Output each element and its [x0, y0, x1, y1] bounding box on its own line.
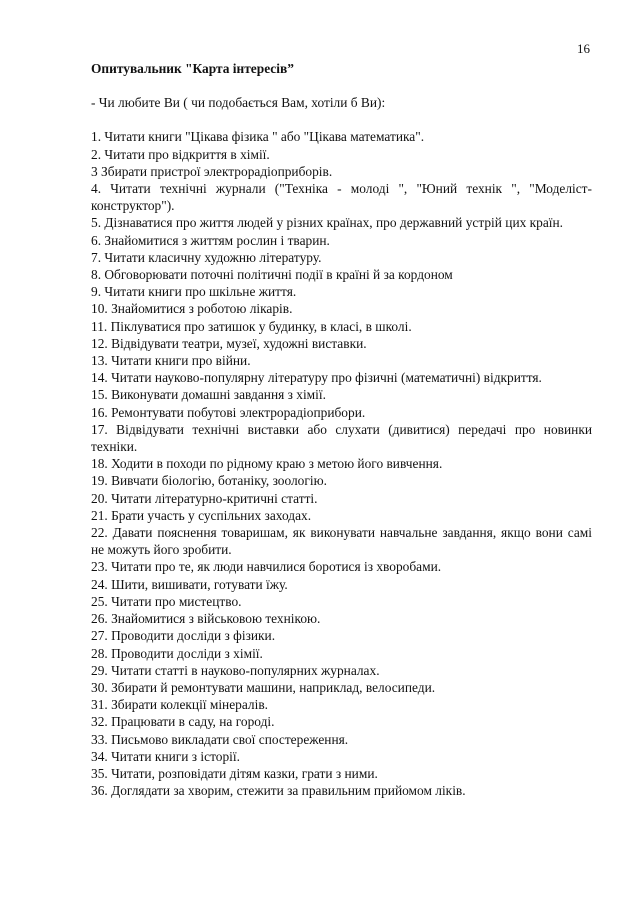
question-item: 26. Знайомитися з військовою технікою.	[91, 611, 321, 627]
questionnaire-title: Опитувальник "Карта інтересів”	[91, 61, 294, 76]
question-item: 3 Збирати пристрої электрорадіоприборів.	[91, 163, 333, 179]
question-item: 24. Шити, вишивати, готувати їжу.	[91, 576, 288, 592]
question-item: 23. Читати про те, як люди навчилися боротися із хворобами.	[91, 559, 442, 575]
question-item: 31. Збирати колекції мінералів.	[91, 697, 268, 713]
question-item: 5. Дізнаватися про життя людей у різних країнах, про державний устрій цих країн.	[91, 215, 564, 231]
question-item: 1. Читати книги "Цікава фізика " або "Цікава математика".	[91, 129, 425, 145]
question-item: 6. Знайомитися з життям рослин і тварин.	[91, 232, 330, 248]
question-item: 19. Вивчати біологію, ботаніку, зоологію.	[91, 473, 327, 489]
question-item: 15. Виконувати домашні завдання з хімії.	[91, 387, 326, 403]
question-item: 33. Письмово викладати свої спостереження.	[91, 731, 349, 747]
question-item: 2. Читати про відкриття в хімії.	[91, 146, 270, 162]
question-item: 18. Ходити в походи по рідному краю з метою його вивчення.	[91, 456, 443, 472]
question-item: 28. Проводити досліди з хімії.	[91, 645, 263, 661]
question-item: 14. Читати науково-популярну літературу про фізичні (математичні) відкриття.	[91, 370, 542, 386]
question-item: 27. Проводити досліди з фізики.	[91, 628, 276, 644]
question-item: 8. Обговорювати поточні політичні події в країні й за кордоном	[91, 267, 453, 283]
page-number: 16	[577, 41, 590, 56]
question-item: 25. Читати про мистецтво.	[91, 593, 242, 609]
question-item: 12. Відвідувати театри, музеї, художні виставки.	[91, 335, 367, 351]
question-item: 7. Читати класичну художню літературу.	[91, 249, 322, 265]
questionnaire-intro: - Чи любите Ви ( чи подобається Вам, хотіли б Ви):	[91, 95, 386, 111]
questionnaire-content	[91, 60, 592, 799]
question-item: 11. Піклуватися про затишок у будинку, в класі, в школі.	[91, 318, 412, 334]
question-item: 36. Доглядати за хворим, стежити за правильним прийомом ліків.	[91, 783, 466, 799]
question-item: 22. Давати пояснення товаришам, як виконувати навчальне завдання, якщо вони самі не можуть його зробити.	[91, 525, 592, 558]
question-item: 9. Читати книги про шкільне життя.	[91, 284, 297, 300]
question-item: 35. Читати, розповідати дітям казки, грати з ними.	[91, 765, 378, 781]
question-item: 29. Читати статті в науково-популярних журналах.	[91, 662, 380, 678]
question-list	[91, 128, 592, 799]
question-item: 16. Ремонтувати побутові электрорадіоприбори.	[91, 404, 366, 420]
question-item: 21. Брати участь у суспільних заходах.	[91, 507, 312, 523]
question-item: 4. Читати технічні журнали ("Техніка - молоді ", "Юний технік ", "Моделіст-конструктор").	[91, 181, 592, 214]
question-item: 34. Читати книги з історії.	[91, 748, 240, 764]
question-item: 20. Читати літературно-критичні статті.	[91, 490, 318, 506]
question-item: 30. Збирати й ремонтувати машини, наприклад, велосипеди.	[91, 679, 436, 695]
question-item: 13. Читати книги про війни.	[91, 353, 251, 369]
question-item: 17. Відвідувати технічні виставки або слухати (дивитися) передачі про новинки техніки.	[91, 421, 592, 455]
question-item: 10. Знайомитися з роботою лікарів.	[91, 301, 293, 317]
question-item: 32. Працювати в саду, на городі.	[91, 714, 275, 730]
